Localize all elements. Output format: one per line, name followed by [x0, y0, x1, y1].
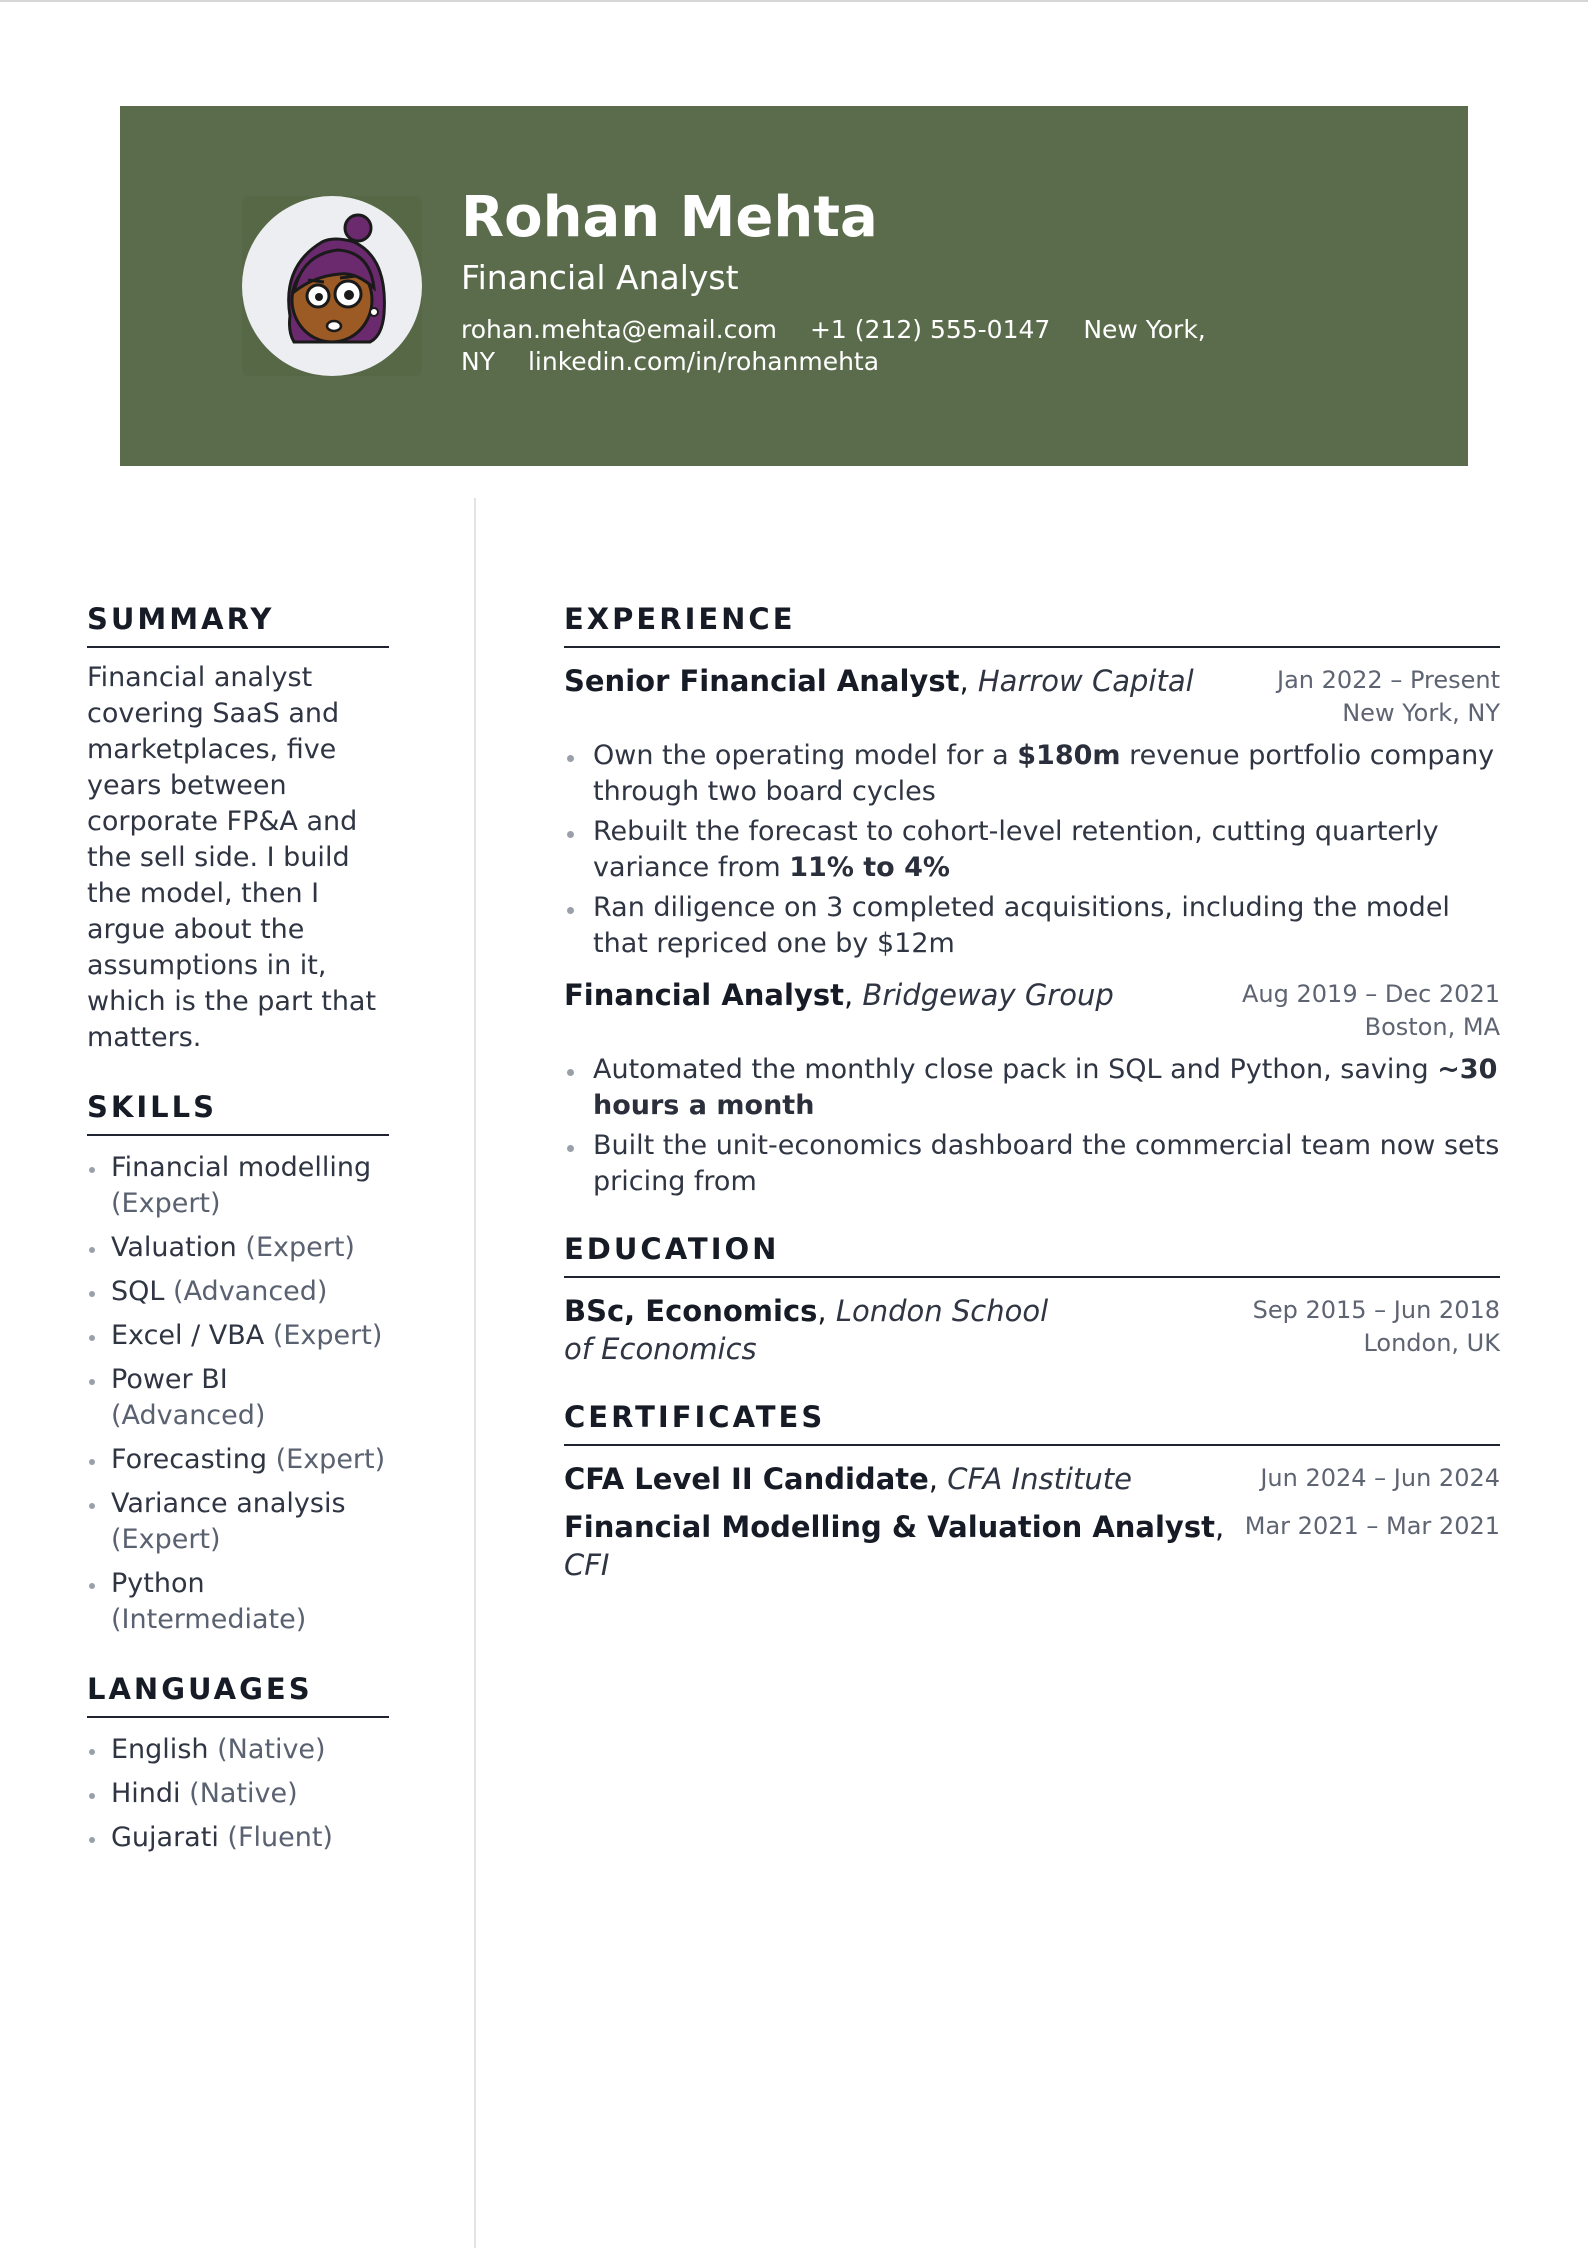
job-company: Bridgeway Group: [862, 978, 1114, 1012]
list-item: [564, 1052, 1500, 1124]
skill-level: (Expert): [275, 1444, 386, 1475]
linkedin-link[interactable]: linkedin.com/in/rohanmehta: [527, 347, 880, 376]
bullet-text: Own the operating model for a: [593, 740, 1018, 771]
skill-name: Excel / VBA: [111, 1320, 265, 1351]
bullet-text: Built the unit-economics dashboard the commercial team now sets pricing from: [593, 1130, 1500, 1197]
list-item: [87, 1442, 389, 1478]
language-name: Gujarati: [111, 1822, 219, 1853]
bullet-highlight: ~30 hours a month: [593, 1054, 1498, 1121]
skill-name: SQL: [111, 1276, 165, 1307]
summary-text: Financial analyst covering SaaS and marketplaces, five years between corporate FP&A and the sell side. I build the model, then I argue about the assumptions in it, which is the part that matters.: [87, 662, 377, 1053]
list-item: [564, 890, 1500, 962]
education-section: [564, 1230, 1500, 1368]
skill-level: (Expert): [111, 1188, 221, 1219]
email-link[interactable]: rohan.mehta@email.com: [461, 315, 777, 344]
skill-level: (Intermediate): [111, 1604, 307, 1635]
language-level: (Native): [189, 1778, 298, 1809]
list-item: [564, 1128, 1500, 1200]
list-item: [564, 738, 1500, 810]
list-item: [87, 1318, 389, 1354]
phone-number: +1 (212) 555-0147: [809, 315, 1051, 344]
skill-name: Power BI: [111, 1364, 228, 1395]
cartoon-avatar-icon: [242, 196, 422, 376]
education-meta: [1253, 1292, 1500, 1360]
certificate-dates: Mar 2021 – Mar 2021: [1244, 1512, 1500, 1540]
column-divider: [474, 498, 476, 2248]
section-heading: SUMMARY: [87, 600, 389, 648]
list-item: [87, 1732, 389, 1768]
skills-section: [87, 1088, 389, 1638]
job-role: Senior Financial Analyst: [564, 664, 960, 698]
language-name: Hindi: [111, 1778, 181, 1809]
section-heading: LANGUAGES: [87, 1670, 389, 1718]
skill-level: (Advanced): [111, 1400, 266, 1431]
job-bullets: [564, 1052, 1500, 1200]
education-dates: Sep 2015 – Jun 2018: [1252, 1296, 1500, 1324]
language-level: (Fluent): [227, 1822, 333, 1853]
certificate-issuer: CFI: [564, 1548, 610, 1582]
skill-level: (Expert): [272, 1320, 383, 1351]
skill-level: (Expert): [111, 1524, 221, 1555]
candidate-title: Financial Analyst: [461, 258, 739, 297]
education-location: London, UK: [1363, 1329, 1500, 1357]
summary-section: [87, 600, 389, 1056]
education-title: BSc, Economics, London School of Economics: [564, 1294, 1049, 1366]
education-entry: [564, 1292, 1500, 1368]
list-item: [87, 1776, 389, 1812]
list-item: [87, 1566, 389, 1638]
language-name: English: [111, 1734, 209, 1765]
job-dates: Aug 2019 – Dec 2021: [1242, 980, 1500, 1008]
certificate-title: CFA Level II Candidate, CFA Institute: [564, 1462, 1132, 1496]
list-item: [87, 1230, 389, 1266]
certificates-section: [564, 1398, 1500, 1584]
left-column: [87, 600, 389, 1888]
certificate-dates: Jun 2024 – Jun 2024: [1260, 1464, 1500, 1492]
job-location: New York, NY: [1342, 699, 1500, 727]
experience-section: [564, 600, 1500, 1200]
certificate-name: Financial Modelling & Valuation Analyst: [564, 1510, 1215, 1544]
certificate-title: Financial Modelling & Valuation Analyst, CFI: [564, 1510, 1225, 1582]
list-item: [87, 1820, 389, 1856]
job-title: Financial Analyst, Bridgeway Group: [564, 978, 1114, 1012]
certificate-entry: [564, 1460, 1500, 1498]
bullet-text: Ran diligence on 3 completed acquisitions, including the model that repriced one by $12m: [593, 892, 1450, 959]
job-company: Harrow Capital: [977, 664, 1194, 698]
location: New York, NY: [461, 315, 1206, 376]
bullet-text: Rebuilt the forecast to cohort-level retention, cutting quarterly variance from: [593, 816, 1439, 883]
bullet-highlight: $180m: [1017, 740, 1121, 771]
job-dates: Jan 2022 – Present: [1276, 666, 1500, 694]
job-meta: [1277, 662, 1500, 730]
skill-name: Forecasting: [111, 1444, 268, 1475]
school: London School of Economics: [564, 1294, 1049, 1366]
candidate-name: Rohan Mehta: [461, 185, 878, 250]
job-role: Financial Analyst: [564, 978, 844, 1012]
job-title: Senior Financial Analyst, Harrow Capital: [564, 664, 1194, 698]
list-item: [87, 1150, 389, 1222]
avatar: [242, 196, 422, 376]
section-heading: SKILLS: [87, 1088, 389, 1136]
resume-header: [120, 106, 1468, 466]
list-item: [87, 1486, 389, 1558]
section-heading: EDUCATION: [564, 1230, 1500, 1278]
skill-name: Financial modelling: [111, 1152, 372, 1183]
job-bullets: [564, 738, 1500, 962]
skill-name: Valuation: [111, 1232, 237, 1263]
skill-level: (Advanced): [173, 1276, 328, 1307]
language-level: (Native): [217, 1734, 326, 1765]
skill-name: Python: [111, 1568, 205, 1599]
list-item: [87, 1362, 389, 1434]
section-heading: EXPERIENCE: [564, 600, 1500, 648]
job-location: Boston, MA: [1364, 1013, 1500, 1041]
languages-list: [87, 1732, 389, 1856]
certificate-entry: [564, 1508, 1500, 1584]
bullet-text: revenue portfolio company through two board cycles: [593, 740, 1495, 807]
list-item: [87, 1274, 389, 1310]
certificate-name: CFA Level II Candidate: [564, 1462, 929, 1496]
job-entry: [564, 976, 1500, 1200]
skill-name: Variance analysis: [111, 1488, 346, 1519]
job-entry: [564, 662, 1500, 962]
bullet-highlight: 11% to 4%: [789, 852, 950, 883]
languages-section: [87, 1670, 389, 1856]
right-column: [564, 600, 1500, 1614]
top-divider: [0, 0, 1588, 2]
list-item: [564, 814, 1500, 886]
bullet-text: Automated the monthly close pack in SQL and Python, saving: [593, 1054, 1438, 1085]
skill-level: (Expert): [245, 1232, 355, 1263]
section-heading: CERTIFICATES: [564, 1398, 1500, 1446]
degree: BSc, Economics: [564, 1294, 818, 1328]
certificate-issuer: CFA Institute: [947, 1462, 1132, 1496]
skills-list: [87, 1150, 389, 1638]
contact-info: [461, 314, 1241, 378]
job-meta: [1242, 976, 1500, 1044]
